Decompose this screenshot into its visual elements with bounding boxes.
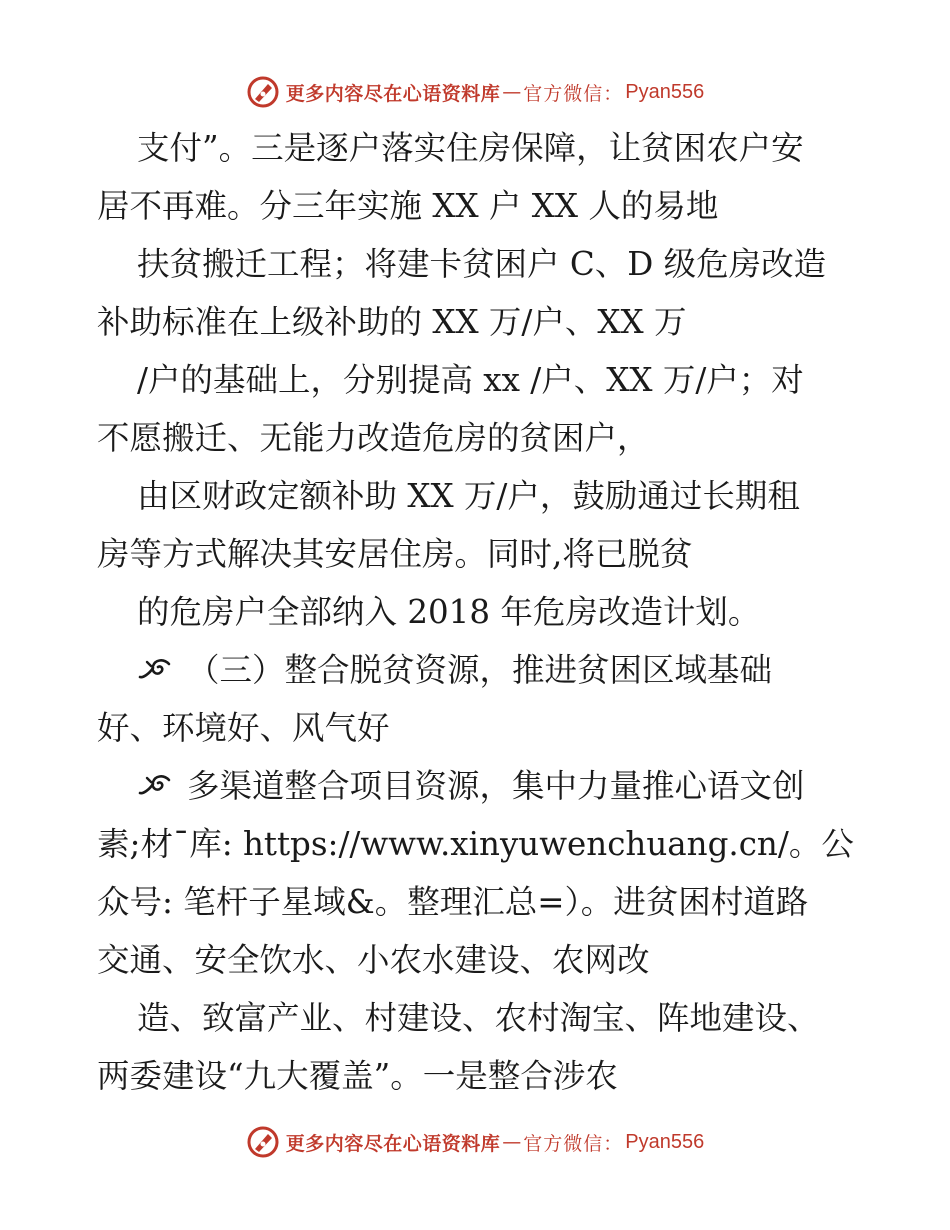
text-line: 两委建设“九大覆盖”。一是整合涉农 bbox=[97, 1057, 618, 1095]
text-line: /户的基础上，分别提高 xx /户、XX 万/户；对 bbox=[137, 361, 804, 399]
text-line: 素;材¯库: https://www.xinyuwenchuang.cn/。公 bbox=[97, 825, 854, 863]
watermark-title: 更多内容尽在心语资料库 bbox=[285, 1132, 501, 1155]
text-line: 不愿搬迁、无能力改造危房的贫困户， bbox=[97, 419, 650, 457]
watermark-handle: Pyan556 bbox=[625, 80, 705, 103]
section-heading-text: （三）整合脱贫资源，推进贫困区域基础 bbox=[187, 651, 773, 689]
text-line: 补助标准在上级补助的 XX 万/户、XX 万 bbox=[97, 303, 687, 341]
text-line: 支付”。三是逐户落实住房保障，让贫困农户安 bbox=[137, 129, 804, 167]
watermark-label: 官方微信： bbox=[523, 1132, 624, 1155]
ornament-bullet-icon bbox=[137, 772, 173, 800]
bullet-paragraph-text: 多渠道整合项目资源，集中力量推心语文创 bbox=[187, 767, 805, 805]
watermark-logo-icon bbox=[246, 75, 280, 109]
text-line: 扶贫搬迁工程；将建卡贫困户 C、D 级危房改造 bbox=[137, 245, 827, 283]
watermark-dash: — bbox=[502, 1131, 522, 1153]
watermark-logo-icon bbox=[246, 1125, 280, 1159]
document-body bbox=[97, 119, 887, 1105]
text-line: 房等方式解决其安居住房。同时,将已脱贫 bbox=[97, 535, 693, 573]
watermark-footer bbox=[0, 1122, 950, 1162]
text-line: 造、致富产业、村建设、农村淘宝、阵地建设、 bbox=[137, 999, 820, 1037]
text-line: 居不再难。分三年实施 XX 户 XX 人的易地 bbox=[97, 187, 719, 225]
text-line: 由区财政定额补助 XX 万/户，鼓励通过长期租 bbox=[137, 477, 800, 515]
text-line: 众号: 笔杆子星域&。整理汇总=）。进贫困村道路 bbox=[97, 883, 809, 921]
section-heading-line bbox=[97, 641, 887, 699]
ornament-bullet-icon bbox=[137, 656, 173, 684]
watermark-header bbox=[0, 72, 950, 112]
text-line: 好、环境好、风气好 bbox=[97, 709, 390, 747]
watermark-title: 更多内容尽在心语资料库 bbox=[285, 82, 501, 105]
bullet-paragraph-line bbox=[97, 757, 887, 815]
watermark-label: 官方微信： bbox=[523, 82, 624, 105]
watermark-handle: Pyan556 bbox=[625, 1130, 705, 1153]
text-line: 的危房户全部纳入 2018 年危房改造计划。 bbox=[137, 593, 761, 631]
text-line: 交通、安全饮水、小农水建设、农网改 bbox=[97, 941, 650, 979]
watermark-dash: — bbox=[502, 81, 522, 103]
